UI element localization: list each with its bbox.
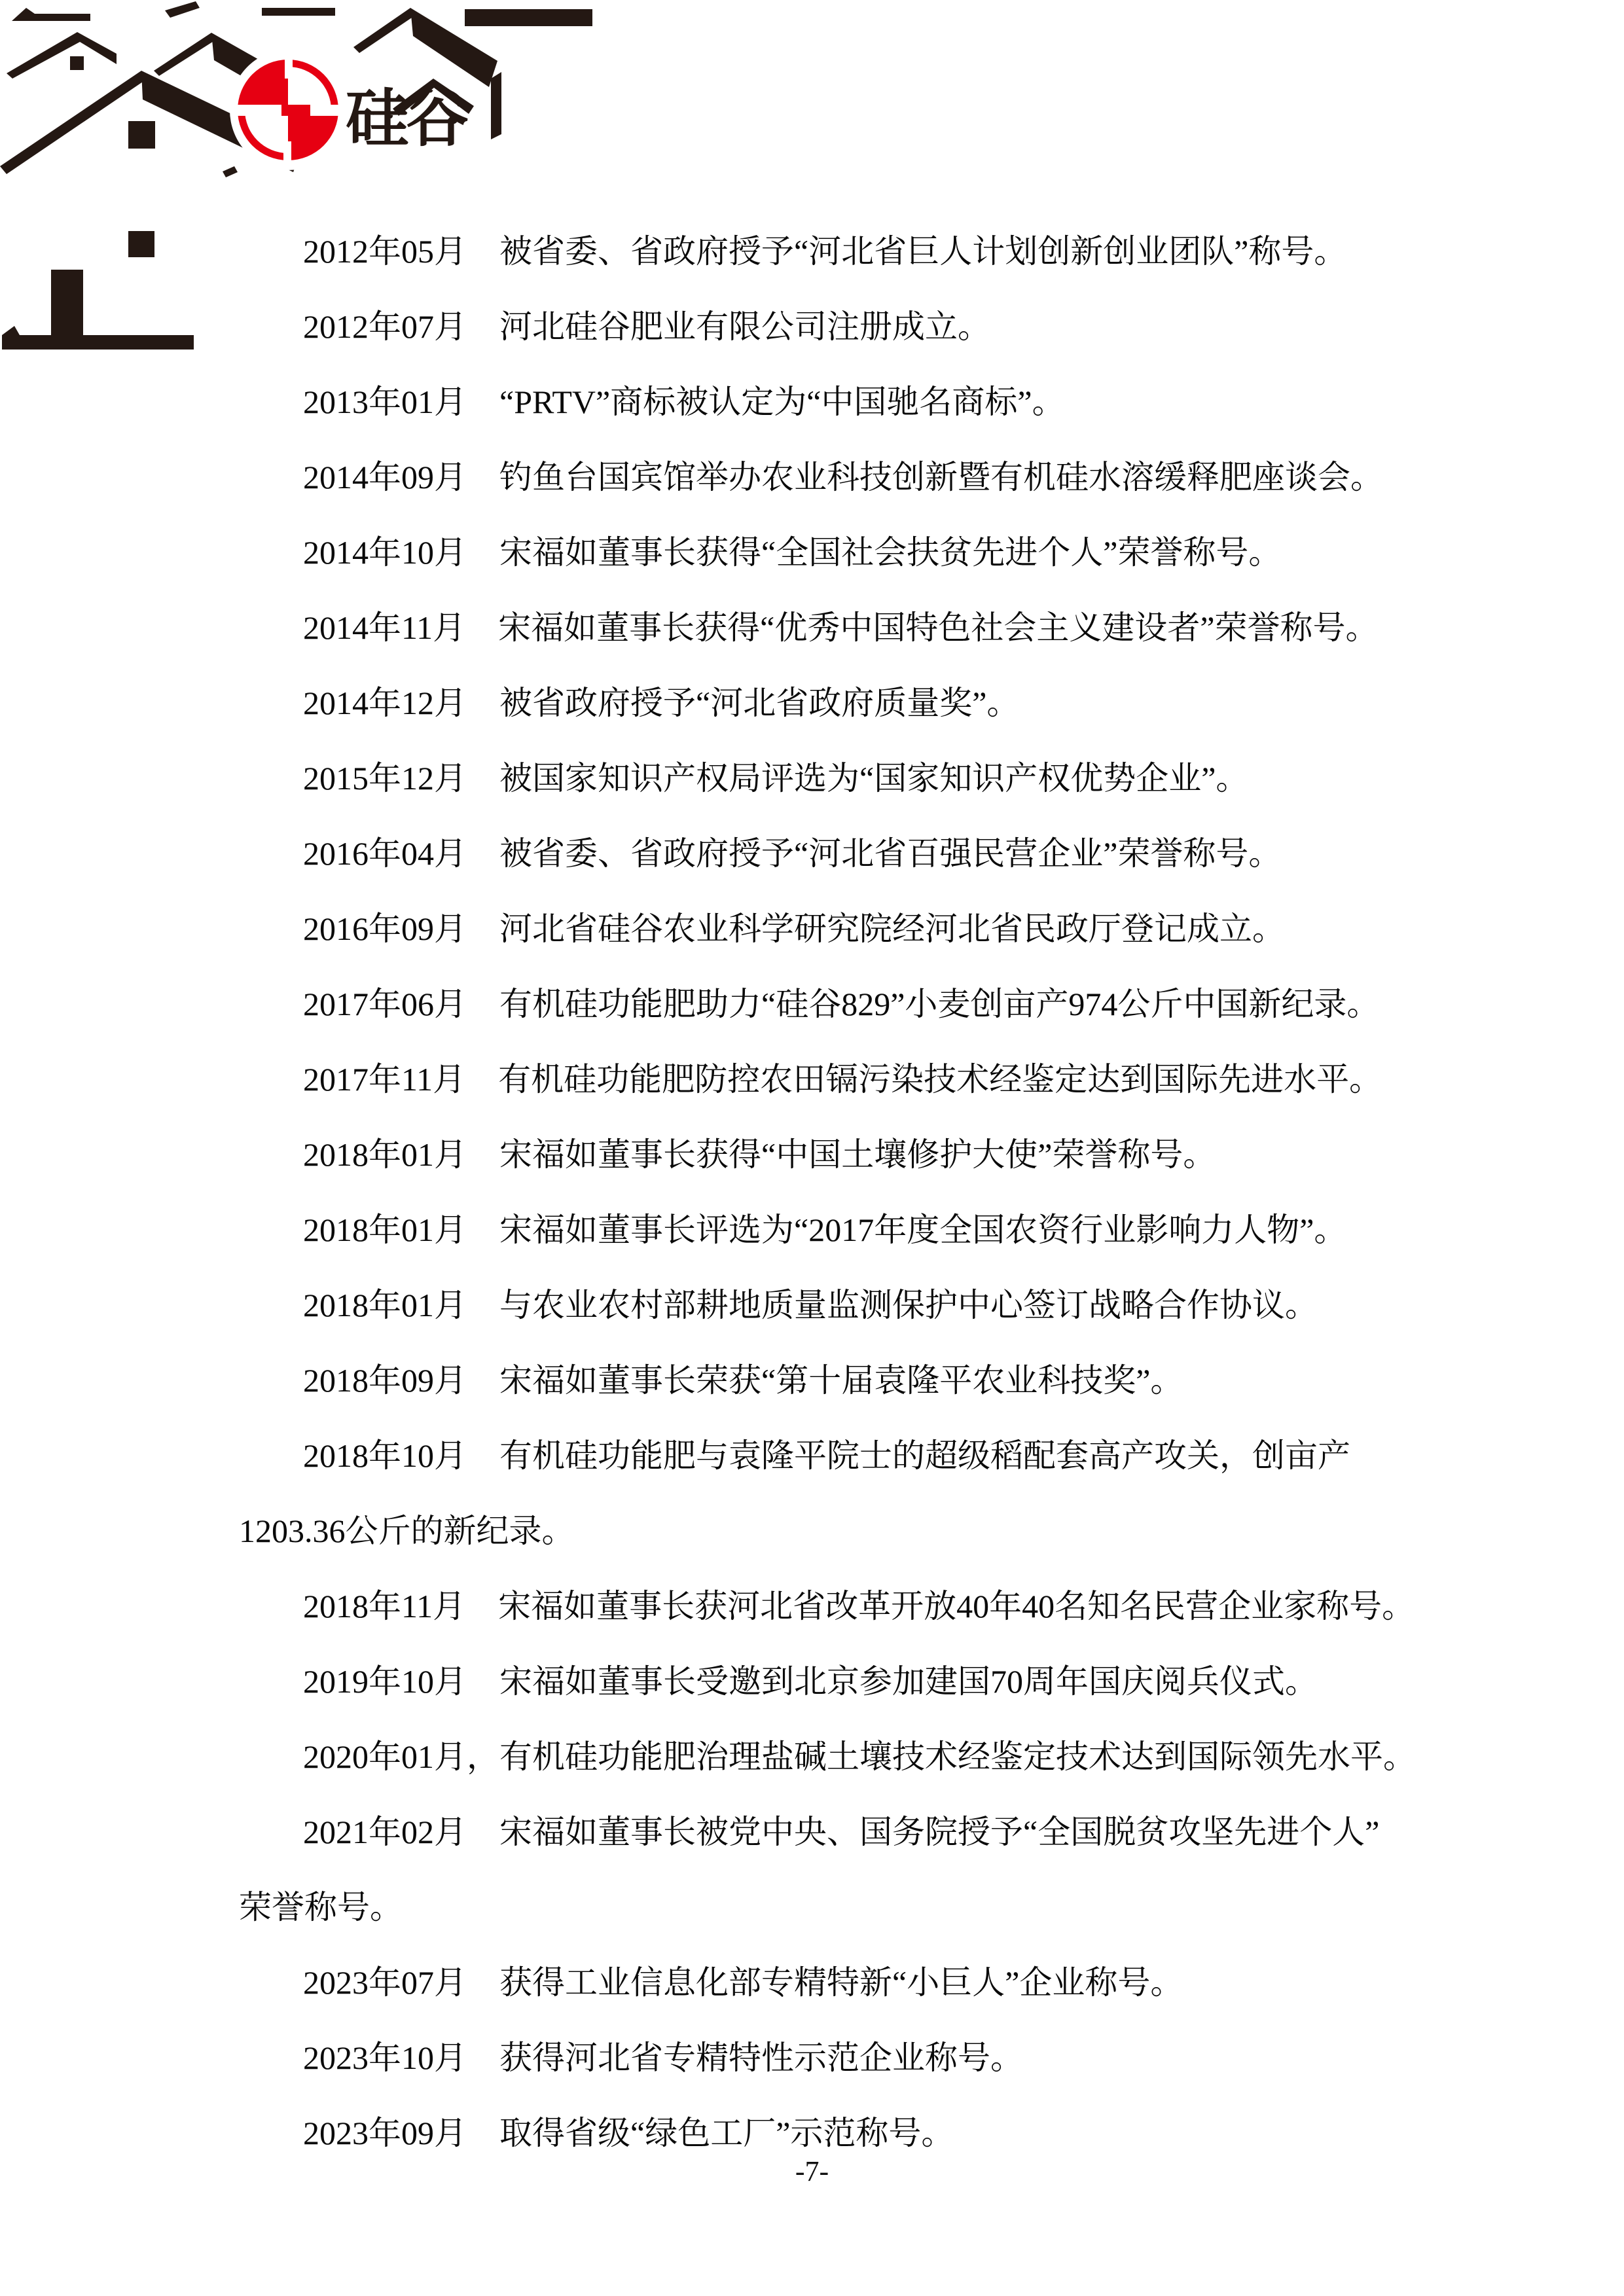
- timeline-line: 2016年04月 被省委、省政府授予“河北省百强民营企业”荣誉称号。: [303, 835, 1282, 872]
- timeline-line: 2019年10月 宋福如董事长受邀到北京参加建国70周年国庆阅兵仪式。: [303, 1663, 1318, 1700]
- timeline-line: 2014年10月 宋福如董事长获得“全国社会扶贫先进个人”荣誉称号。: [303, 534, 1282, 571]
- timeline-line: 2018年11月 宋福如董事长获河北省改革开放40年40名知名民营企业家称号。: [303, 1588, 1415, 1624]
- timeline-line: 1203.36公斤的新纪录。: [239, 1513, 575, 1549]
- timeline-line: 2014年09月 钓鱼台国宾馆举办农业科技创新暨有机硅水溶缓释肥座谈会。: [303, 459, 1383, 495]
- timeline-line: 2023年07月 获得工业信息化部专精特新“小巨人”企业称号。: [303, 1964, 1183, 2001]
- timeline-line: 2012年05月 被省委、省政府授予“河北省巨人计划创新创业团队”称号。: [303, 233, 1347, 270]
- timeline-line: 2017年06月 有机硅功能肥助力“硅谷829”小麦创亩产974公斤中国新纪录。: [303, 986, 1380, 1022]
- timeline: [239, 214, 1416, 2171]
- timeline-line: 2018年01月 宋福如董事长获得“中国土壤修护大使”荣誉称号。: [303, 1136, 1216, 1173]
- page-number: -7-: [795, 2155, 829, 2187]
- timeline-line: 荣誉称号。: [239, 1889, 403, 1926]
- timeline-line: 2015年12月 被国家知识产权局评选为“国家知识产权优势企业”。: [303, 760, 1249, 797]
- timeline-line: 2014年11月 宋福如董事长获得“优秀中国特色社会主义建设者”荣誉称号。: [303, 609, 1379, 646]
- timeline-line: 2023年09月 取得省级“绿色工厂”示范称号。: [303, 2115, 954, 2151]
- timeline-line: 2018年10月 有机硅功能肥与袁隆平院士的超级稻配套高产攻关，创亩产: [303, 1437, 1350, 1474]
- timeline-line: 2012年07月 河北硅谷肥业有限公司注册成立。: [303, 308, 990, 345]
- s-ball-icon: [230, 50, 346, 170]
- timeline-line: 2014年12月 被省政府授予“河北省政府质量奖”。: [303, 685, 1020, 721]
- timeline-line: 2020年01月，有机硅功能肥治理盐碱土壤技术经鉴定技术达到国际领先水平。: [303, 1738, 1416, 1775]
- timeline-line: 2018年01月 与农业农村部耕地质量监测保护中心签订战略合作协议。: [303, 1287, 1318, 1323]
- timeline-line: 2018年01月 宋福如董事长评选为“2017年度全国农资行业影响力人物”。: [303, 1211, 1347, 1248]
- timeline-line: 2013年01月 “PRTV”商标被认定为“中国驰名商标”。: [303, 384, 1065, 420]
- timeline-line: 2017年11月 有机硅功能肥防控农田镉污染技术经鉴定达到国际先进水平。: [303, 1061, 1382, 1098]
- logo-brand-text: 硅谷: [346, 84, 466, 154]
- timeline-line: 2023年10月 获得河北省专精特性示范企业称号。: [303, 2039, 1023, 2076]
- timeline-line: 2016年09月 河北省硅谷农业科学研究院经河北省民政厅登记成立。: [303, 910, 1285, 947]
- timeline-line: 2021年02月 宋福如董事长被党中央、国务院授予“全国脱贫攻坚先进个人”: [303, 1814, 1380, 1850]
- timeline-line: 2018年09月 宋福如董事长荣获“第十届袁隆平农业科技奖”。: [303, 1362, 1183, 1399]
